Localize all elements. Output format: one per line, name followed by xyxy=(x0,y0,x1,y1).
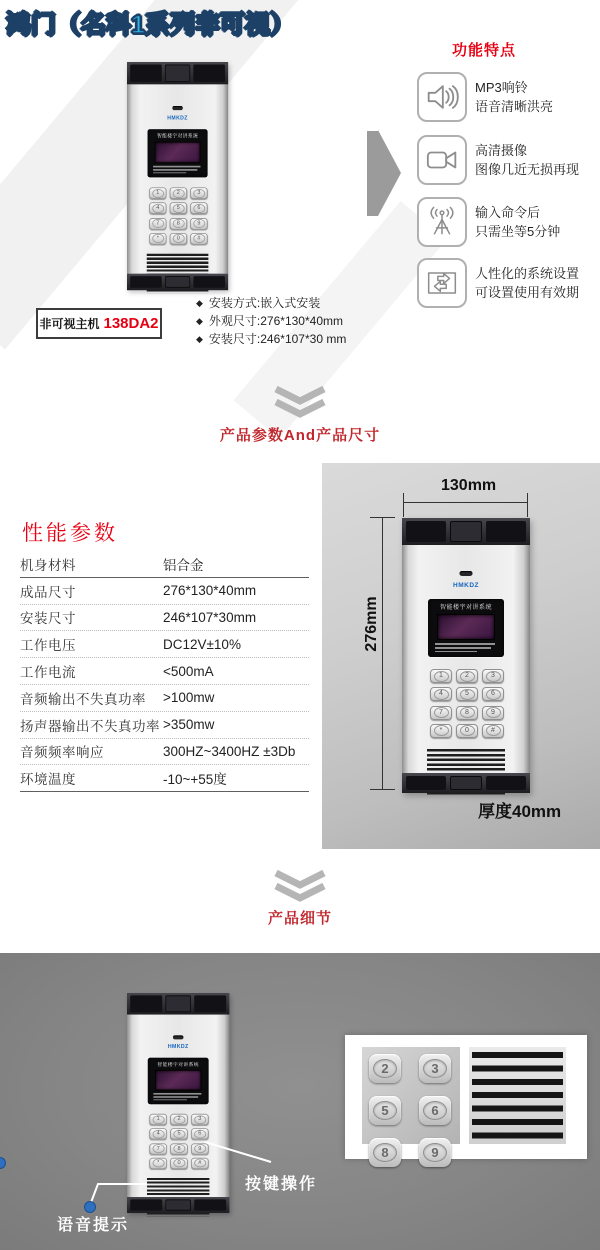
feature-line1: 高清摄像 xyxy=(475,143,528,158)
perf-section-title: 性能参数 xyxy=(22,522,118,545)
table-row: 机身材料 铝合金 xyxy=(20,551,309,578)
device-display-title: 智能楼宇对讲系统 xyxy=(157,1062,199,1068)
chevron-down-icon xyxy=(273,870,327,902)
features-title: 功能特点 xyxy=(452,42,517,59)
device-top-cap xyxy=(402,518,530,545)
install-spec-text: 安装方式:嵌入式安装 xyxy=(208,296,321,310)
keypad-key-7: 7 xyxy=(149,1143,167,1154)
feature-text xyxy=(475,203,560,241)
dimension-width-label: 130mm xyxy=(441,477,497,494)
list-item xyxy=(196,333,366,346)
feature-line2: 语音清晰洪亮 xyxy=(475,99,554,114)
feature-item xyxy=(417,197,467,247)
keypad-key-9: 9 xyxy=(190,218,207,230)
keypad-key-3: 3 xyxy=(482,669,504,683)
feature-item xyxy=(417,135,467,185)
keypad-key-1: 1 xyxy=(149,1114,167,1125)
right-arrow-icon xyxy=(378,130,401,216)
feature-text xyxy=(475,264,579,302)
table-row: 安装尺寸 246*107*30mm xyxy=(20,605,309,632)
table-row: 环境温度 -10~+55度 xyxy=(20,765,309,792)
device-bottom-cap xyxy=(127,274,228,291)
keypad-closeup-grid xyxy=(369,1054,451,1167)
page-title: 鸿门（名科1系列非可视） xyxy=(6,11,295,39)
grille-bars xyxy=(472,1052,563,1144)
keypad-key-4: 4 xyxy=(149,203,166,215)
feature-text xyxy=(475,78,553,116)
device-brand-logo: HMKDZ xyxy=(167,115,188,121)
keypad-key-*: * xyxy=(149,233,166,245)
feature-item xyxy=(417,258,467,308)
keypad-key-8: 8 xyxy=(456,706,478,720)
perf-table xyxy=(20,551,309,792)
keypad-key-1: 1 xyxy=(149,187,166,199)
keypad-key-4: 4 xyxy=(430,687,452,701)
table-row: 成品尺寸 276*130*40mm xyxy=(20,578,309,605)
keypad-key-6: 6 xyxy=(190,203,207,215)
keypad-key-2: 2 xyxy=(170,187,187,199)
feature-line2: 只需坐等5分钟 xyxy=(475,224,561,239)
callout-voice-label: 语音提示 xyxy=(57,1217,130,1234)
table-row: 工作电压 DC12V±10% xyxy=(20,631,309,658)
diamond-bullet-icon: ◆ xyxy=(196,334,203,344)
closeup-key-8: 8 xyxy=(369,1138,401,1167)
keypad-key-3: 3 xyxy=(190,187,207,199)
diamond-bullet-icon: ◆ xyxy=(196,316,203,326)
closeup-key-2: 2 xyxy=(369,1054,401,1083)
table-row: 工作电流 <500mA xyxy=(20,658,309,685)
device-lcd-screen xyxy=(437,614,495,640)
grille-closeup xyxy=(469,1047,566,1144)
device-led-indicator xyxy=(172,106,182,110)
keypad-key-1: 1 xyxy=(430,669,452,683)
feature-line1: 人性化的系统设置 xyxy=(475,266,580,281)
dimension-device-image xyxy=(402,518,530,793)
diamond-bullet-icon: ◆ xyxy=(196,298,203,308)
closeup-key-3: 3 xyxy=(419,1054,451,1083)
keypad-key-8: 8 xyxy=(170,218,187,230)
keypad-key-3: 3 xyxy=(191,1114,209,1125)
keypad-key-2: 2 xyxy=(170,1114,188,1125)
device-faceplate xyxy=(127,84,228,273)
table-row: 扬声器输出不失真功率 >350mw xyxy=(20,712,309,739)
closeup-key-9: 9 xyxy=(419,1138,451,1167)
device-display-title: 智能楼宇对讲系统 xyxy=(439,605,492,611)
intercom-device xyxy=(402,518,530,793)
list-item xyxy=(196,297,366,310)
closeup-key-6: 6 xyxy=(419,1096,451,1125)
keypad-key-9: 9 xyxy=(482,706,504,720)
keypad-key-5: 5 xyxy=(170,203,187,215)
detail-closeup-image xyxy=(345,1035,587,1159)
feature-line2: 可设置使用有效期 xyxy=(475,285,580,300)
main-device-image xyxy=(127,62,228,290)
device-display-panel xyxy=(148,129,208,177)
feature-line1: 输入命令后 xyxy=(475,205,541,220)
settings-arrows-icon xyxy=(417,258,467,308)
device-instruction-lines xyxy=(153,166,202,174)
section-caption-details: 产品细节 xyxy=(267,910,332,927)
dimension-height-label: 276mm xyxy=(363,596,380,652)
device-led-indicator xyxy=(460,571,473,576)
model-label xyxy=(36,308,162,339)
feature-line2: 图像几近无损再现 xyxy=(475,162,580,177)
device-keypad xyxy=(430,669,504,738)
keypad-key-#: # xyxy=(190,233,207,245)
dimension-depth-label: 厚度40mm xyxy=(478,802,562,821)
device-faceplate xyxy=(402,545,530,773)
keypad-key-#: # xyxy=(482,724,504,738)
keypad-key-5: 5 xyxy=(456,687,478,701)
keypad-key-5: 5 xyxy=(170,1128,188,1139)
keypad-key-6: 6 xyxy=(191,1128,209,1139)
right-arrow-icon xyxy=(367,131,378,216)
keypad-key-*: * xyxy=(149,1158,167,1169)
keypad-key-#: # xyxy=(191,1158,209,1169)
model-label-name: 非可视主机 xyxy=(39,317,100,331)
speaker-icon xyxy=(417,72,467,122)
keypad-key-0: 0 xyxy=(456,724,478,738)
keypad-key-4: 4 xyxy=(149,1128,167,1139)
keypad-key-0: 0 xyxy=(170,1158,188,1169)
keypad-key-9: 9 xyxy=(191,1143,209,1154)
device-brand-logo: HMKDZ xyxy=(167,1044,189,1050)
keypad-closeup xyxy=(362,1047,460,1160)
keypad-key-6: 6 xyxy=(482,687,504,701)
feature-line1: MP3响铃 xyxy=(475,80,528,95)
model-label-code: 138DA2 xyxy=(103,315,159,332)
feature-text xyxy=(475,141,579,179)
dimension-width-line xyxy=(403,502,528,503)
keypad-key-7: 7 xyxy=(149,218,166,230)
antenna-icon xyxy=(417,197,467,247)
dimension-height-line xyxy=(382,517,383,790)
table-row: 音频输出不失真功率 >100mw xyxy=(20,685,309,712)
keypad-key-*: * xyxy=(430,724,452,738)
keypad-key-2: 2 xyxy=(456,669,478,683)
device-lcd-screen xyxy=(155,142,201,164)
device-keypad xyxy=(149,187,207,244)
section-caption-params: 产品参数And产品尺寸 xyxy=(219,427,381,444)
device-top-cap xyxy=(127,62,228,84)
table-row: 音频频率响应 300HZ~3400HZ ±3Db xyxy=(20,739,309,766)
device-brand-logo: HMKDZ xyxy=(453,582,479,589)
chevron-down-icon xyxy=(273,386,327,418)
device-instruction-lines xyxy=(435,643,497,652)
list-item xyxy=(196,315,366,328)
install-spec-list xyxy=(196,297,366,351)
intercom-device xyxy=(127,62,228,290)
device-bottom-cap xyxy=(402,773,530,793)
feature-item xyxy=(417,72,467,122)
keypad-key-7: 7 xyxy=(430,706,452,720)
keypad-key-0: 0 xyxy=(170,233,187,245)
closeup-key-5: 5 xyxy=(369,1096,401,1125)
camera-icon xyxy=(417,135,467,185)
device-display-panel xyxy=(428,599,504,657)
install-spec-text: 外观尺寸:276*130*40mm xyxy=(208,314,343,328)
install-spec-text: 安装尺寸:246*107*30 mm xyxy=(208,332,347,346)
keypad-key-8: 8 xyxy=(170,1143,188,1154)
device-display-title: 智能楼宇对讲系统 xyxy=(157,134,199,140)
callout-keys-label: 按键操作 xyxy=(245,1176,318,1193)
